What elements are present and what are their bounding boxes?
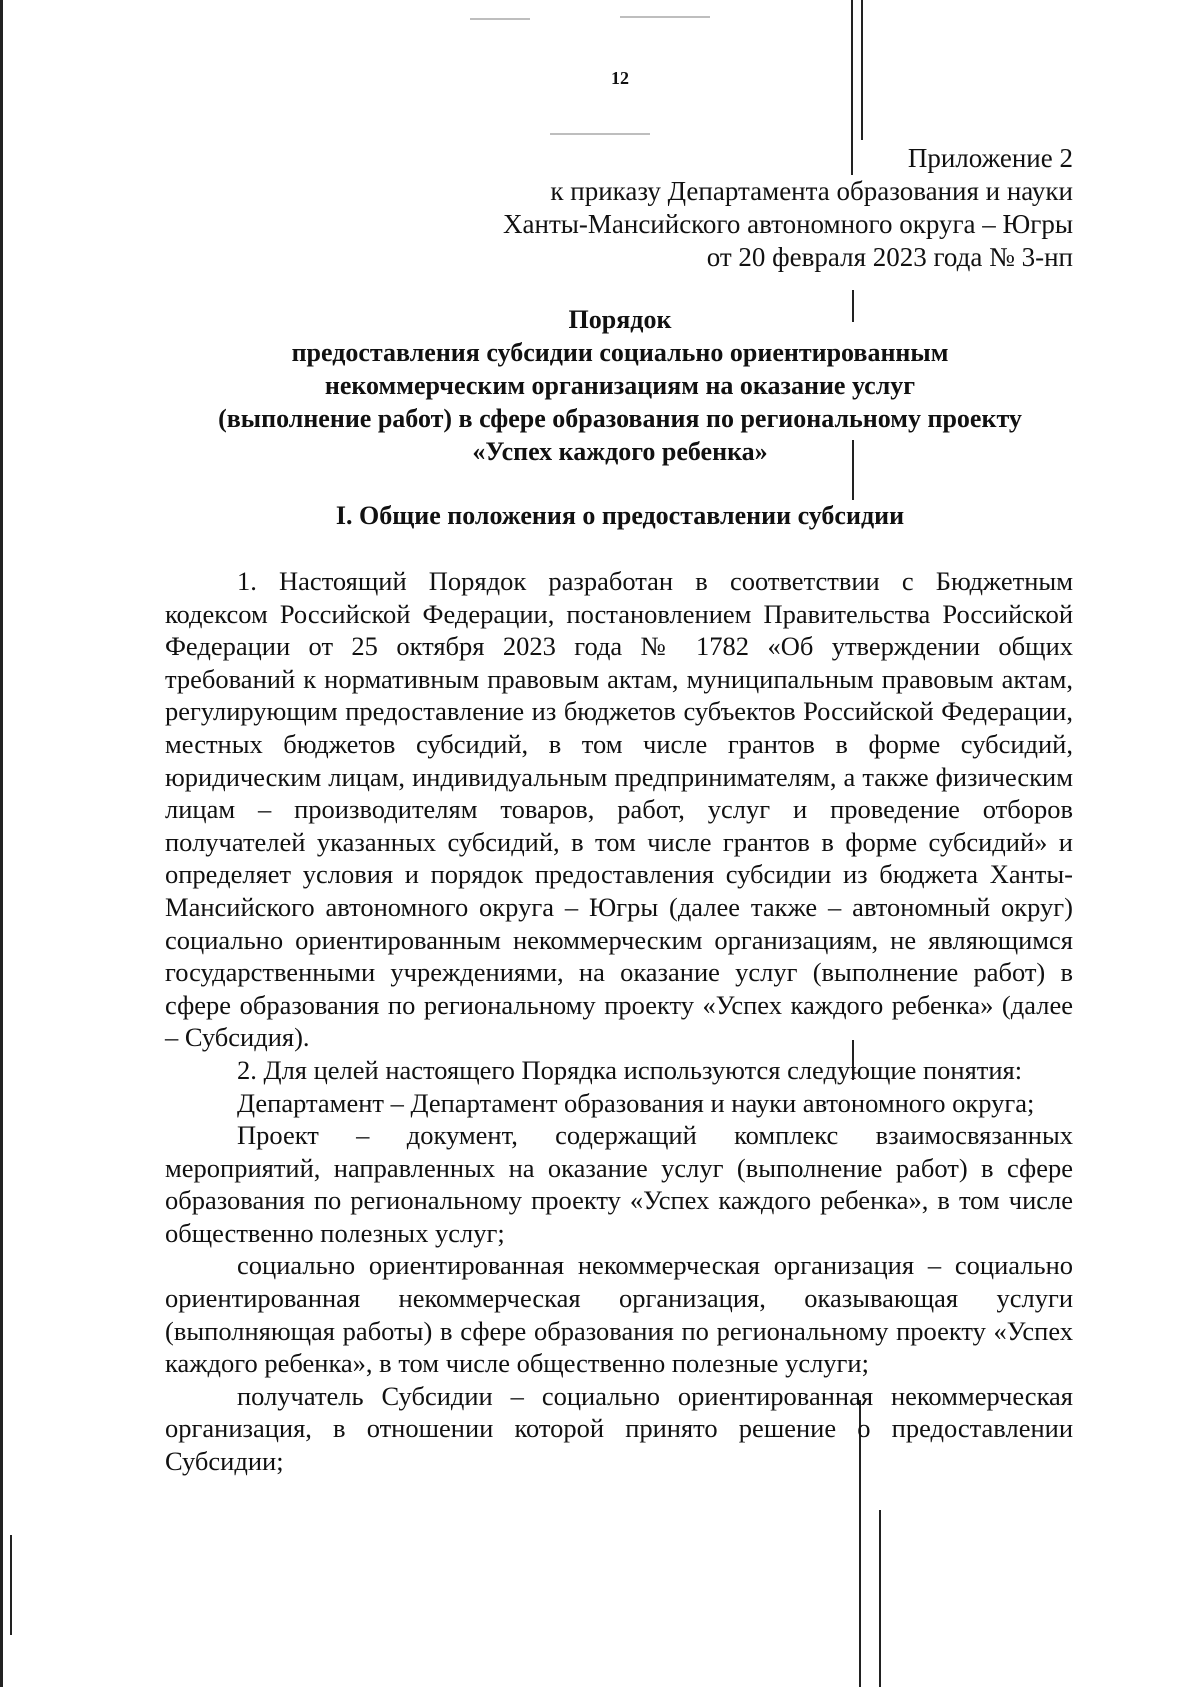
document-title: [130, 303, 1110, 468]
scan-left-edge-line: [0, 0, 3, 1687]
title-line-2: предоставления субсидии социально ориентированным: [291, 338, 949, 367]
appendix-line-2: к приказу Департамента образования и науки: [550, 176, 1073, 206]
section-heading: I. Общие положения о предоставлении субсидии: [335, 501, 905, 530]
paragraph-1: 1. Настоящий Порядок разработан в соответствии с Бюджетным кодексом Российской Федерации, постановлением Правительства Российской Федерации от 25 октября 2023 года № 1782 «Об утверждении общих требований к нормативным правовым актам, муниципальным правовым актам, регулирующим предоставление из бюджетов субъектов Российской Федерации, местных бюджетов субсидий, в том числе грантов в форме субсидий, юридическим лицам, индивидуальным предпринимателям, а также физическим лицам – производителям товаров, работ, услуг и проведение отборов получателей указанных субсидий, в том числе грантов в форме субсидий» и определяет условия и порядок предоставления субсидии из бюджета Ханты-Мансийского автономного округа – Югры (далее также – автономный округ) социально ориентированным некоммерческим организациям, не являющимся государственными учреждениями, на оказание услуг (выполнение работ) в сфере образования по региональному проекту «Успех каждого ребенка» (далее – Субсидия).: [165, 566, 1073, 1053]
paragraph-3: Департамент – Департамент образования и науки автономного округа;: [237, 1087, 1035, 1118]
appendix-line-3: Ханты-Мансийского автономного округа – Югры: [503, 209, 1073, 239]
scan-left-margin-line: [10, 1535, 12, 1635]
title-line-3: некоммерческим организациям на оказание услуг: [324, 371, 916, 400]
appendix-line-1: Приложение 2: [907, 143, 1073, 173]
title-line-5: «Успех каждого ребенка»: [472, 437, 768, 466]
appendix-block: [373, 142, 1073, 274]
scan-noise-top-right: [620, 16, 710, 18]
page-number: 12: [611, 68, 629, 88]
scan-noise-top-left: [470, 18, 530, 20]
body-text: [165, 565, 1073, 1478]
paragraph-4: Проект – документ, содержащий комплекс взаимосвязанных мероприятий, направленных на оказание услуг (выполнение работ) в сфере образования по региональному проекту «Успех каждого ребенка», в том числе общественно полезных услуг;: [165, 1120, 1073, 1248]
scan-vertical-line-bottom-2: [879, 1510, 881, 1687]
title-line-4: (выполнение работ) в сфере образования по региональному проекту: [218, 404, 1022, 433]
paragraph-5: социально ориентированная некоммерческая организация – социально ориентированная некоммерческая организация, оказывающая услуги (выполняющая работы) в сфере образования по региональному проекту «Успех каждого ребенка», в том числе общественно полезные услуги;: [165, 1250, 1073, 1379]
scan-noise-under-number: [550, 133, 650, 135]
paragraph-6: получатель Субсидии – социально ориентированная некоммерческая организация, в отношении которой принято решение о предоставлении Субсидии;: [165, 1380, 1073, 1477]
title-line-1: Порядок: [568, 305, 672, 334]
paragraph-2: 2. Для целей настоящего Порядка используются следующие понятия:: [237, 1054, 1023, 1085]
appendix-line-4: от 20 февраля 2023 года № 3-нп: [706, 242, 1073, 272]
